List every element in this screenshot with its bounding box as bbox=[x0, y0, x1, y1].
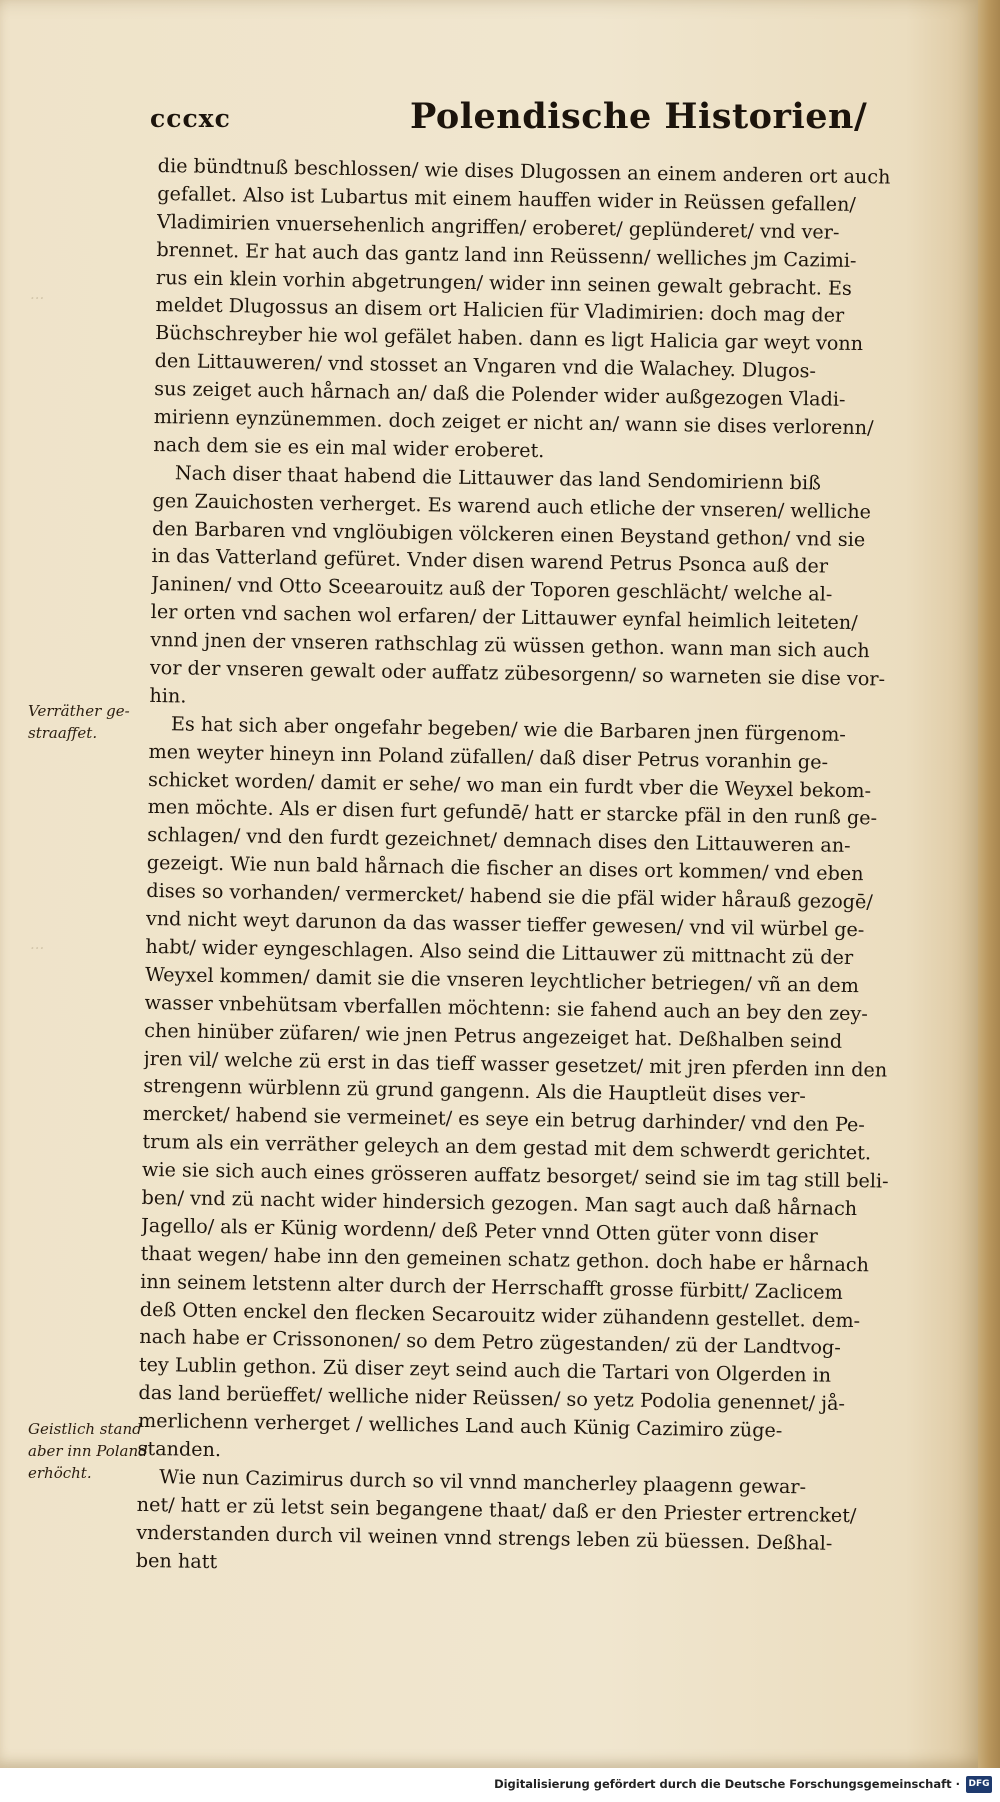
text-line: den Littauweren/ vnd stosset an Vngaren vnd die Walachey. Dlugos- bbox=[154, 349, 817, 383]
folio-number: cccxc bbox=[150, 104, 231, 133]
footer-bar bbox=[0, 1768, 1000, 1802]
text-line: Nach diser thaat habend die Littauwer das land Sendomirienn biß bbox=[174, 461, 822, 495]
text-line: Wie nun Cazimirus durch so vil vnnd mancherley plaagenn gewar- bbox=[159, 1465, 807, 1499]
text-line: schicket worden/ damit er sehe/ wo man ein furdt vber die Weyxel bekom- bbox=[147, 767, 872, 802]
text-line: brennet. Er hat auch das gantz land inn Reüssenn/ welliches jm Cazimi- bbox=[156, 237, 857, 272]
text-line: chen hinüber züfaren/ wie jnen Petrus angezeiget hat. Deßhalben seind bbox=[144, 1018, 843, 1053]
text-line: gefallet. Also ist Lubartus mit einem hauffen wider in Reüssen gefallen/ bbox=[157, 181, 857, 216]
text-line: dises so vorhanden/ vermercket/ habend sie die pfäl wider hårauß gezogē/ bbox=[146, 879, 874, 914]
text-line: men weyter hineyn inn Poland züfallen/ daß diser Petrus voranhin ge- bbox=[148, 739, 829, 774]
text-line: Es hat sich aber ongefahr begeben/ wie die Barbaren jnen fürgenom- bbox=[170, 712, 847, 746]
text-line: den Barbaren vnd vnglöubigen völckeren einen Beystand gethon/ vnd sie bbox=[151, 516, 866, 551]
text-line: das land berüeffet/ welliche nider Reüssen/ so yetz Podolia genennet/ jå- bbox=[138, 1381, 846, 1416]
marginal-note-traitor bbox=[28, 700, 130, 744]
text-line: vnnd jnen der vnseren rathschlag zü wüssen gethon. wann man sich auch bbox=[150, 628, 870, 663]
text-line: merlichenn verherget / welliches Land auch Künig Cazimiro züge- bbox=[137, 1408, 783, 1443]
text-line: Büchschreyber hie wol gefälet haben. dann es ligt Halicia gar weyt vonn bbox=[154, 321, 864, 356]
marginal-note-line: Geistlich stand aber inn Poland erhöcht. bbox=[28, 1420, 148, 1482]
text-line: vnd nicht weyt darunon da das wasser tieffer gewesen/ vnd vil würbel ge- bbox=[145, 906, 865, 942]
text-line: jren vil/ welche zü erst in das tieff wasser gesetzet/ mit jren pferden inn den bbox=[143, 1046, 888, 1082]
text-line: deß Otten enckel den flecken Secarouitz wider zühandenn gestellet. dem- bbox=[139, 1297, 861, 1332]
text-line: Janinen/ vnd Otto Sceearouitz auß der Toporen geschlächt/ welche al- bbox=[151, 572, 833, 607]
text-line: mercket/ habend sie vermeinet/ es seye ein betrug darhinder/ vnd den Pe- bbox=[142, 1102, 866, 1137]
text-line: mirienn eynzünemmen. doch zeiget er nicht an/ wann sie dises verlorenn/ bbox=[153, 404, 874, 440]
marginal-note-clergy bbox=[28, 1418, 148, 1484]
text-line: wasser vnbehütsam vberfallen möchtenn: sie fahend auch an bey den zey- bbox=[144, 990, 869, 1025]
text-line: thaat wegen/ habe inn den gemeinen schatz gethon. doch habe er hårnach bbox=[140, 1241, 870, 1277]
text-line: vnderstanden durch vil weinen vnnd strengs leben zü büessen. Deßhal- bbox=[136, 1520, 833, 1555]
text-line: nach habe er Crissononen/ so dem Petro zügestanden/ zü der Landtvog- bbox=[139, 1325, 841, 1360]
text-line: wie sie sich auch eines grösseren auffatz besorget/ seind sie im tag still beli- bbox=[141, 1157, 889, 1193]
text-line: men möchte. Als er disen furt gefundē/ hatt er starcke pfäl in den runß ge- bbox=[147, 795, 878, 830]
ghost-mark: ... bbox=[30, 935, 45, 953]
text-line: habt/ wider eyngeschlagen. Also seind die Littauwer zü mittnacht zü der bbox=[145, 934, 854, 969]
body-text bbox=[136, 152, 948, 1587]
running-title: Polendische Historien/ bbox=[410, 96, 868, 137]
text-line: gezeigt. Wie nun bald hårnach die fischer an dises ort kommen/ vnd eben bbox=[146, 851, 864, 886]
text-line: net/ hatt er zü letst sein begangene thaat/ daß er den Priester ertrencket/ bbox=[136, 1492, 857, 1527]
text-line: nach dem sie es ein mal wider eroberet. bbox=[153, 432, 545, 463]
text-line: ben hatt bbox=[135, 1548, 218, 1573]
text-line: die bündtnuß beschlossen/ wie dises Dlugossen an einem anderen ort auch bbox=[157, 153, 891, 189]
marginal-note-line: Verräther ge- straaffet. bbox=[28, 702, 130, 742]
text-line: strengenn würblenn zü grund gangenn. Als die Hauptleüt dises ver- bbox=[143, 1074, 807, 1108]
text-line: Jagello/ als er Künig wordenn/ deß Peter vnnd Otten güter vonn diser bbox=[140, 1213, 818, 1248]
text-line: Weyxel kommen/ damit sie die vnseren leychtlicher betriegen/ vñ an dem bbox=[144, 962, 860, 997]
text-line: ben/ vnd zü nacht wider hindersich gezogen. Man sagt auch daß hårnach bbox=[141, 1185, 858, 1221]
text-line: vor der vnseren gewalt oder auffatz zübesorgenn/ so warneten sie dise vor- bbox=[149, 655, 886, 691]
funding-credit: Digitalisierung gefördert durch die Deutsche Forschungsgemeinschaft · bbox=[494, 1777, 960, 1791]
text-line: gen Zauichosten verherget. Es warend auch etliche der vnseren/ welliche bbox=[152, 488, 872, 523]
text-line: schlagen/ vnd den furdt gezeichnet/ demnach dises den Littauweren an- bbox=[147, 823, 851, 858]
text-line: sus zeiget auch hårnach an/ daß die Polender wider außgezogen Vladi- bbox=[154, 377, 846, 411]
text-line: ler orten vnd sachen wol erfaren/ der Littauwer eynfal heimlich leiteten/ bbox=[150, 600, 858, 635]
text-line: Vladimirien vnuersehenlich angriffen/ eroberet/ geplünderet/ vnd ver- bbox=[156, 209, 840, 244]
text-line: hin. bbox=[149, 683, 187, 708]
ghost-mark: ... bbox=[30, 285, 45, 303]
text-line: tey Lublin gethon. Zü diser zeyt seind auch die Tartari von Olgerden in bbox=[138, 1353, 832, 1388]
text-line: trum als ein verräther geleych an dem gestad mit dem schwerdt gerichtet. bbox=[142, 1130, 872, 1165]
text-line: rus ein klein vorhin abgetrungen/ wider inn seinen gewalt gebracht. Es bbox=[155, 265, 853, 300]
dfg-logo-icon: DFG bbox=[966, 1776, 992, 1793]
text-line: in das Vatterland gefüret. Vnder disen warend Petrus Psonca auß der bbox=[151, 544, 829, 579]
text-line: meldet Dlugossus an disem ort Halicien für Vladimirien: doch mag der bbox=[155, 293, 845, 328]
text-line: inn seinem letstenn alter durch der Herrschafft grosse fürbitt/ Zaclicem bbox=[140, 1269, 843, 1304]
page-edge bbox=[978, 0, 1000, 1768]
text-line: standen. bbox=[137, 1436, 222, 1462]
